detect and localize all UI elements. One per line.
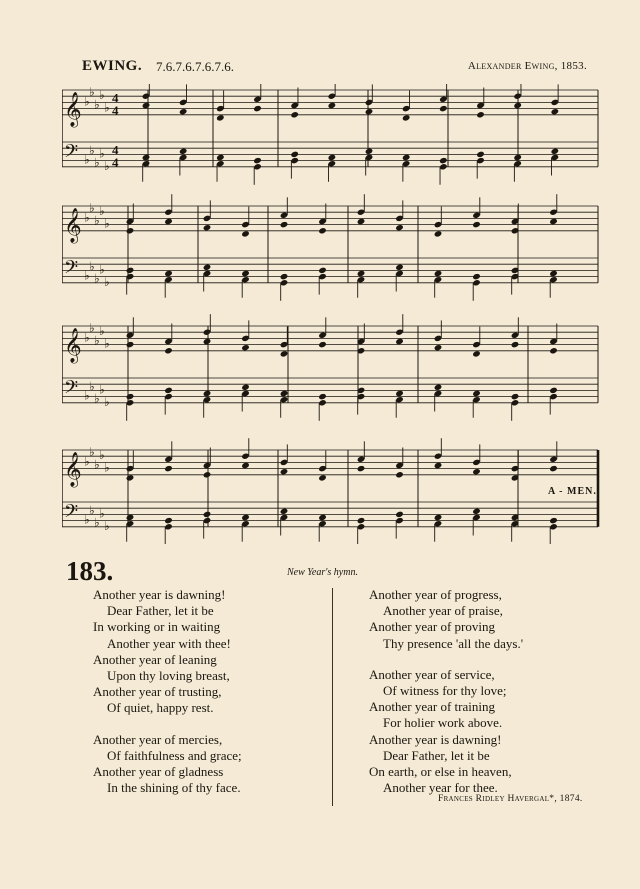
- flat-icon: ♭: [94, 155, 100, 170]
- time-signature: 4: [112, 154, 119, 170]
- lyric-line: In the shining of thy face.: [107, 780, 241, 796]
- flat-icon: ♭: [94, 391, 100, 406]
- lyric-line: Of quiet, happy rest.: [107, 700, 214, 716]
- flat-icon: ♭: [99, 382, 105, 397]
- note-head: [318, 474, 327, 481]
- stanza-3: [369, 587, 609, 652]
- bass-clef-icon: 𝄢: [64, 501, 79, 527]
- note-head: [549, 347, 558, 354]
- treble-clef-icon: 𝄞: [64, 207, 82, 243]
- flat-icon: ♭: [84, 152, 90, 167]
- note-head: [511, 341, 520, 348]
- tune-meter: 7.6.7.6.7.6.7.6.: [156, 59, 234, 74]
- note-head: [434, 462, 443, 469]
- flat-icon: ♭: [104, 274, 110, 289]
- note-head: [395, 471, 404, 478]
- note-head: [241, 344, 250, 351]
- note-head: [241, 462, 250, 469]
- flat-icon: ♭: [84, 94, 90, 109]
- stanza-4: [369, 667, 609, 797]
- lyric-line: Another year of mercies,: [93, 731, 223, 747]
- note-head: [513, 102, 522, 109]
- note-head: [179, 108, 188, 115]
- note-head: [164, 270, 173, 277]
- flat-icon: ♭: [104, 158, 110, 173]
- lyric-line: Another year is dawning!: [93, 587, 226, 602]
- note-head: [551, 148, 560, 155]
- note-head: [434, 514, 443, 521]
- time-signature: 4: [112, 102, 119, 118]
- note-head: [280, 350, 289, 357]
- note-head: [439, 105, 448, 112]
- note-head: [395, 390, 404, 397]
- note-head: [549, 465, 558, 472]
- note-head: [280, 508, 289, 515]
- note-head: [472, 273, 481, 280]
- note-head: [402, 154, 411, 161]
- treble-clef-icon: 𝄞: [64, 451, 82, 487]
- lyric-line: Another year of gladness: [93, 764, 224, 780]
- column-divider: [332, 588, 333, 806]
- note-head: [164, 218, 173, 225]
- flat-icon: ♭: [104, 460, 110, 475]
- note-head: [472, 221, 481, 228]
- note-head: [395, 338, 404, 345]
- flat-icon: ♭: [104, 394, 110, 409]
- note-head: [434, 230, 443, 237]
- note-head: [280, 468, 289, 475]
- lyric-line: Another year of service,: [369, 666, 495, 682]
- note-head: [434, 384, 443, 391]
- note-head: [328, 154, 337, 161]
- tune-composer: Alexander Ewing, 1853.: [467, 60, 587, 72]
- tune-name: EWING.: [82, 58, 143, 74]
- note-head: [126, 267, 135, 274]
- treble-clef-icon: 𝄞: [64, 91, 82, 127]
- note-head: [179, 148, 188, 155]
- note-head: [328, 102, 337, 109]
- note-head: [318, 514, 327, 521]
- note-head: [253, 157, 262, 164]
- lyric-line: Upon thy loving breast,: [107, 668, 230, 684]
- note-head: [472, 508, 481, 515]
- hymn-text-left-column: [93, 587, 333, 811]
- flat-icon: ♭: [94, 457, 100, 472]
- note-head: [241, 384, 250, 391]
- note-head: [318, 341, 327, 348]
- note-head: [126, 474, 135, 481]
- flat-icon: ♭: [89, 379, 95, 394]
- flat-icon: ♭: [94, 515, 100, 530]
- lyric-line: Another year is dawning!: [369, 731, 502, 747]
- note-head: [318, 227, 327, 234]
- bass-clef-icon: 𝄢: [64, 257, 79, 283]
- tune-header: [82, 58, 587, 80]
- flat-icon: ♭: [104, 518, 110, 533]
- note-head: [472, 468, 481, 475]
- stanza-1: [93, 587, 333, 717]
- hymn-occasion: New Year's hymn.: [287, 567, 358, 578]
- note-head: [357, 465, 366, 472]
- note-head: [164, 517, 173, 524]
- note-head: [280, 221, 289, 228]
- flat-icon: ♭: [99, 448, 105, 463]
- amen-lyric: A - MEN.: [548, 486, 597, 497]
- flat-icon: ♭: [104, 100, 110, 115]
- note-head: [395, 264, 404, 271]
- note-head: [434, 270, 443, 277]
- note-head: [549, 387, 558, 394]
- note-head: [434, 344, 443, 351]
- note-head: [318, 393, 327, 400]
- note-head: [472, 350, 481, 357]
- note-head: [164, 387, 173, 394]
- note-head: [203, 338, 212, 345]
- lyric-line: In working or in waiting: [93, 619, 221, 635]
- flat-icon: ♭: [99, 262, 105, 277]
- flat-icon: ♭: [84, 512, 90, 527]
- bass-clef-icon: 𝄢: [64, 141, 79, 167]
- flat-icon: ♭: [89, 503, 95, 518]
- flat-icon: ♭: [99, 204, 105, 219]
- note-head: [126, 341, 135, 348]
- flat-icon: ♭: [84, 210, 90, 225]
- flat-icon: ♭: [94, 333, 100, 348]
- lyric-line: Another year of trusting,: [93, 684, 222, 700]
- note-head: [476, 111, 485, 118]
- lyric-line: Another year of praise,: [383, 603, 503, 619]
- note-head: [365, 108, 374, 115]
- note-head: [357, 517, 366, 524]
- treble-clef-icon: 𝄞: [64, 327, 82, 363]
- lyric-line: Another year of proving: [369, 619, 495, 635]
- lyric-line: Thy presence 'all the days.': [383, 635, 524, 651]
- note-head: [439, 157, 448, 164]
- music-score: [62, 84, 602, 544]
- note-head: [357, 218, 366, 225]
- note-head: [142, 102, 151, 109]
- flat-icon: ♭: [99, 506, 105, 521]
- time-signature: 4: [112, 90, 119, 106]
- hymn-number: 183.: [66, 556, 114, 586]
- flat-icon: ♭: [89, 85, 95, 100]
- note-head: [241, 230, 250, 237]
- lyric-line: Another year with thee!: [107, 635, 231, 651]
- note-head: [476, 151, 485, 158]
- lyric-line: Another year for thee.: [383, 780, 498, 796]
- flat-icon: ♭: [89, 201, 95, 216]
- hymn-text-right-column: [369, 587, 609, 811]
- flat-icon: ♭: [89, 143, 95, 158]
- note-head: [142, 154, 151, 161]
- note-head: [203, 224, 212, 231]
- lyric-line: Another year of training: [369, 699, 495, 715]
- flat-icon: ♭: [84, 454, 90, 469]
- note-head: [253, 105, 262, 112]
- note-head: [513, 154, 522, 161]
- lyric-line: Of witness for thy love;: [383, 683, 507, 699]
- flat-icon: ♭: [89, 321, 95, 336]
- flat-icon: ♭: [89, 445, 95, 460]
- note-head: [549, 517, 558, 524]
- note-head: [216, 154, 225, 161]
- note-head: [402, 114, 411, 121]
- note-head: [365, 148, 374, 155]
- note-head: [203, 390, 212, 397]
- note-head: [126, 227, 135, 234]
- note-head: [549, 218, 558, 225]
- note-head: [241, 270, 250, 277]
- note-head: [549, 270, 558, 277]
- flat-icon: ♭: [99, 146, 105, 161]
- note-head: [126, 393, 135, 400]
- flat-icon: ♭: [84, 388, 90, 403]
- note-head: [290, 151, 299, 158]
- flat-icon: ♭: [104, 216, 110, 231]
- flat-icon: ♭: [94, 97, 100, 112]
- note-head: [472, 390, 481, 397]
- note-head: [395, 511, 404, 518]
- note-head: [290, 111, 299, 118]
- note-head: [395, 224, 404, 231]
- note-head: [203, 511, 212, 518]
- note-head: [280, 390, 289, 397]
- note-head: [126, 514, 135, 521]
- lyric-line: On earth, or else in heaven,: [369, 764, 512, 780]
- bass-clef-icon: 𝄢: [64, 377, 79, 403]
- lyric-line: For holier work above.: [383, 715, 503, 731]
- flat-icon: ♭: [84, 268, 90, 283]
- note-head: [511, 393, 520, 400]
- note-head: [203, 471, 212, 478]
- note-head: [164, 465, 173, 472]
- flat-icon: ♭: [99, 324, 105, 339]
- flat-icon: ♭: [99, 88, 105, 103]
- hymn-author: Frances Ridley Havergal*, 1874.: [438, 794, 583, 804]
- note-head: [203, 264, 212, 271]
- note-head: [318, 267, 327, 274]
- lyric-line: Of faithfulness and grace;: [107, 747, 242, 763]
- note-head: [357, 270, 366, 277]
- lyric-line: Dear Father, let it be: [107, 603, 214, 619]
- flat-icon: ♭: [94, 271, 100, 286]
- lyric-line: Dear Father, let it be: [383, 747, 490, 763]
- note-head: [216, 114, 225, 121]
- flat-icon: ♭: [84, 330, 90, 345]
- lyric-line: Another year of progress,: [369, 587, 502, 602]
- note-head: [164, 347, 173, 354]
- flat-icon: ♭: [104, 336, 110, 351]
- note-head: [280, 273, 289, 280]
- lyric-line: Another year of leaning: [93, 651, 217, 667]
- note-head: [241, 514, 250, 521]
- flat-icon: ♭: [89, 259, 95, 274]
- stanza-2: [93, 732, 333, 797]
- time-signature: 4: [112, 142, 119, 158]
- note-head: [551, 108, 560, 115]
- flat-icon: ♭: [94, 213, 100, 228]
